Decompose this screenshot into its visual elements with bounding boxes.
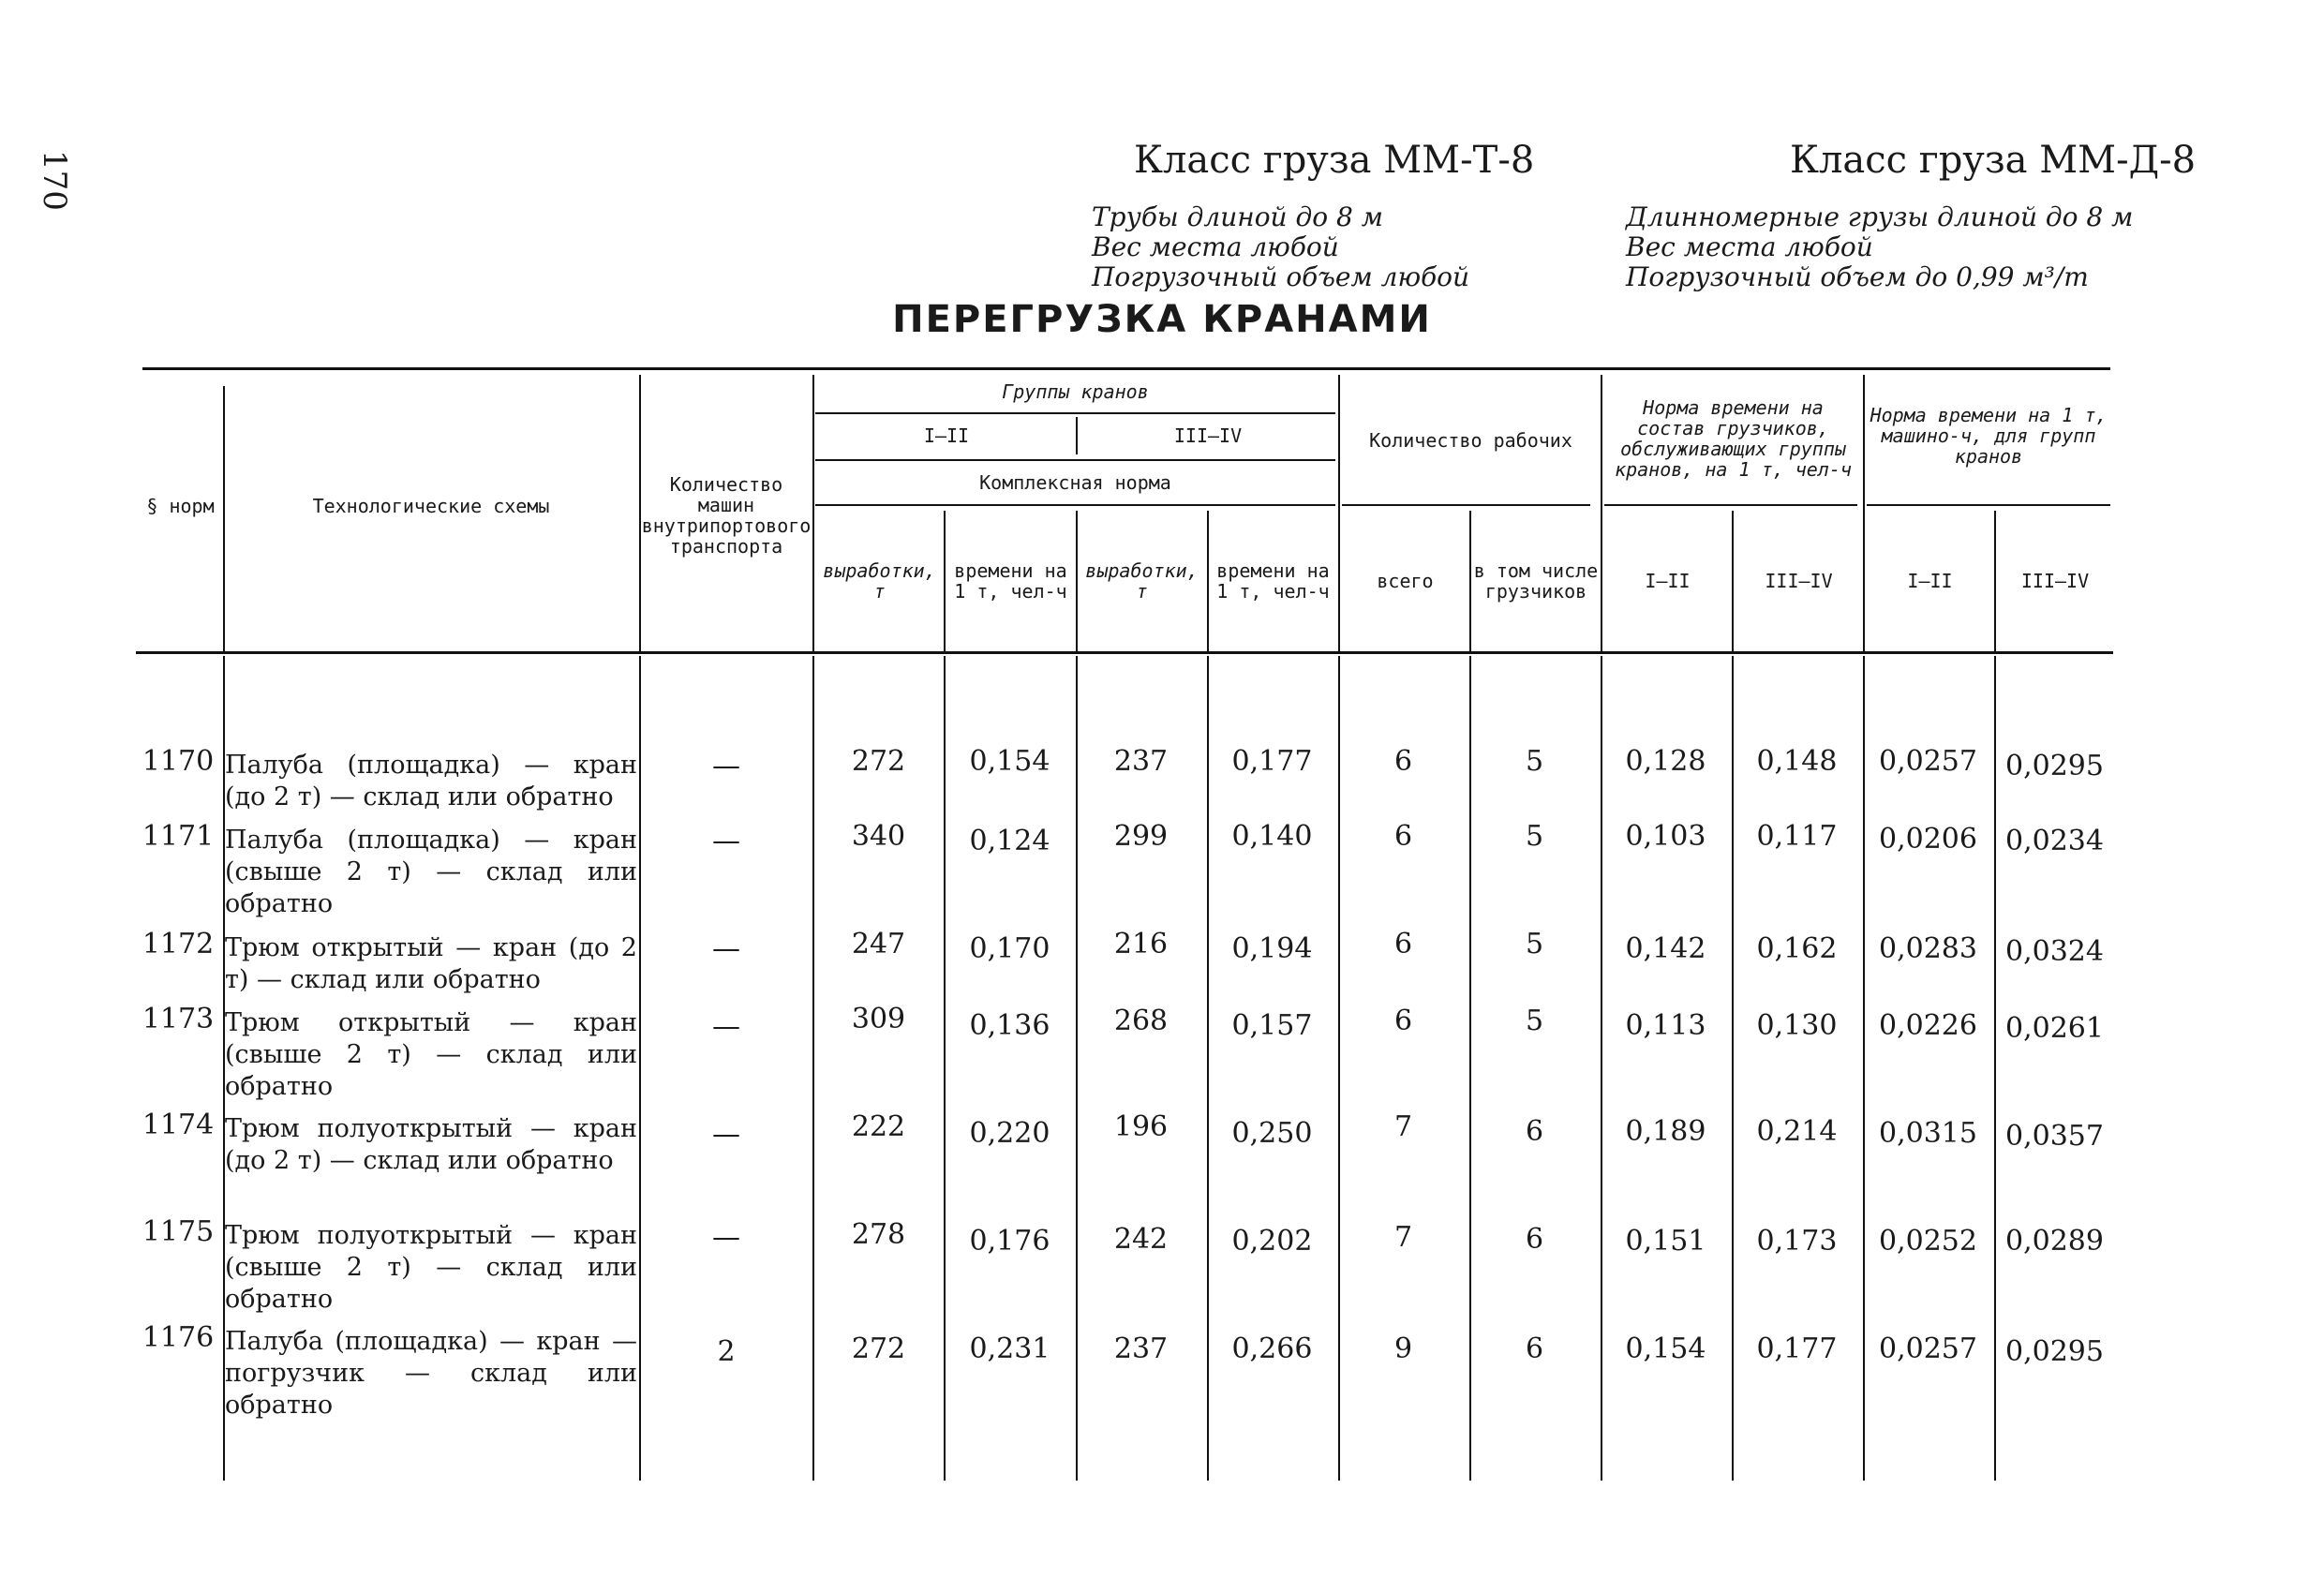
row-scheme: Палуба (площадка) — кран — погрузчик — склад или обратно [225,1327,637,1420]
vrule [944,511,946,651]
page-number: 170 [36,150,73,211]
header-machine-norm: Норма времени на 1 т, машино-ч, для групп кранов [1870,404,2108,468]
header-output-g34: выработки, т [1085,559,1199,603]
vrule [223,386,225,651]
groups-rule [815,412,1335,414]
row-crew12: 0,103 [1625,820,1706,853]
row-out12: 222 [851,1110,906,1143]
row-time34: 0,250 [1231,1117,1313,1150]
workers-rule [1342,504,1590,506]
groups-sub-rule [815,459,1335,461]
header-bottom-rule [136,651,2113,654]
row-time12: 0,124 [969,825,1050,857]
row-out12: 309 [851,1003,906,1035]
row-scheme: Трюм открытый — кран (до 2 т) — склад или обратно [225,933,637,994]
header-crane-groups: Группы кранов [1002,380,1149,403]
row-time34: 0,194 [1231,932,1313,965]
machine-rule [1867,504,2110,506]
row-machines: — [712,1010,740,1043]
row-total: 6 [1393,1005,1413,1037]
row-total: 6 [1393,820,1413,853]
left-class-line: Трубы длиной до 8 м [1092,201,1383,232]
header-mach-g12: I—II [1907,570,1953,592]
row-machines: — [712,750,740,782]
row-loaders: 5 [1525,745,1544,778]
row-time34: 0,177 [1231,745,1313,778]
vrule [1863,375,1865,651]
row-mach12: 0,0252 [1879,1225,1977,1258]
header-time-g34: времени на 1 т, чел-ч [1216,559,1330,603]
row-scheme: Палуба (площадка) — кран (свыше 2 т) — склад или обратно [225,826,637,918]
header-complex-norm: Комплексная норма [979,471,1171,494]
row-time12: 0,154 [969,745,1050,778]
vrule [812,375,814,651]
header-crew-g34: III—IV [1765,570,1833,592]
row-crew12: 0,113 [1625,1009,1706,1042]
row-out12: 272 [851,1332,906,1365]
header-total: всего [1377,570,1434,592]
row-out12: 247 [851,928,906,960]
row-crew34: 0,162 [1756,932,1838,965]
left-class-line: Погрузочный объем любой [1092,261,1470,292]
row-machines: — [712,825,740,857]
row-loaders: 5 [1525,1005,1544,1037]
row-out34: 242 [1113,1223,1169,1256]
header-mach-g34: III—IV [2020,570,2090,592]
vrule [1076,511,1078,651]
row-mach34: 0,0234 [2005,825,2104,857]
section-title: ПЕРЕГРУЗКА КРАНАМИ [892,298,1432,341]
row-out34: 196 [1113,1110,1169,1143]
row-mach12: 0,0315 [1879,1117,1977,1150]
row-out34: 216 [1113,928,1169,960]
header-workers: Количество рабочих [1369,429,1572,452]
row-out34: 268 [1113,1005,1169,1037]
row-time12: 0,231 [969,1332,1050,1365]
row-machines: 2 [717,1335,736,1368]
row-norm: 1175 [142,1215,215,1248]
row-scheme: Палуба (площадка) — кран (до 2 т) — склад или обратно [225,751,637,811]
vrule [944,656,946,1481]
row-crew34: 0,214 [1756,1115,1838,1148]
row-out34: 299 [1113,820,1169,853]
row-time34: 0,202 [1231,1225,1313,1258]
row-scheme: Трюм полуоткрытый — кран (свыше 2 т) — склад или обратно [225,1221,637,1314]
left-class-info [1092,202,1469,292]
row-scheme: Трюм открытый — кран (свыше 2 т) — склад или обратно [225,1008,637,1101]
row-machines: — [712,932,740,965]
row-mach12: 0,0257 [1879,745,1977,778]
row-loaders: 6 [1525,1332,1544,1365]
row-loaders: 5 [1525,928,1544,960]
row-machines: — [712,1221,740,1254]
row-out34: 237 [1113,1332,1169,1365]
row-norm: 1173 [142,1003,215,1035]
row-loaders: 6 [1525,1223,1544,1256]
row-norm: 1172 [142,928,215,960]
right-class-info [1626,202,2133,292]
header-g12: I—II [923,424,970,447]
vrule [812,656,814,1481]
row-mach12: 0,0206 [1879,823,1977,856]
row-norm: 1171 [142,820,215,853]
row-mach34: 0,0357 [2005,1120,2104,1153]
row-mach34: 0,0295 [2005,1335,2104,1368]
row-mach12: 0,0257 [1879,1332,1977,1365]
row-norm: 1170 [142,745,215,778]
row-loaders: 5 [1525,820,1544,853]
row-total: 6 [1393,745,1413,778]
vrule [1732,511,1734,651]
row-time12: 0,220 [969,1117,1050,1150]
row-crew12: 0,154 [1625,1332,1706,1365]
row-total: 9 [1393,1332,1413,1365]
right-class-line: Длинномерные грузы длиной до 8 м [1626,201,2134,232]
vrule [1469,511,1471,651]
right-class-line: Вес места любой [1626,231,1873,262]
row-total: 7 [1393,1221,1413,1254]
header-machines: Количество машин внутрипортового транспорта [641,473,812,558]
row-crew12: 0,151 [1625,1225,1706,1258]
row-machines: — [712,1118,740,1151]
row-crew34: 0,130 [1756,1009,1838,1042]
row-time34: 0,266 [1231,1332,1313,1365]
row-out12: 278 [851,1218,906,1251]
header-incl-loaders: в том числе грузчиков [1473,559,1599,603]
row-out12: 272 [851,745,906,778]
row-time34: 0,140 [1231,820,1313,853]
row-time12: 0,176 [969,1225,1050,1258]
row-time12: 0,170 [969,932,1050,965]
row-total: 6 [1393,928,1413,960]
table-top-rule [142,367,2110,370]
crew-rule [1604,504,1857,506]
header-norm: § норм [146,495,215,517]
row-scheme: Трюм полуоткрытый — кран (до 2 т) — склад или обратно [225,1114,637,1175]
header-crew-g12: I—II [1645,570,1691,592]
left-class-line: Вес места любой [1092,231,1339,262]
row-loaders: 6 [1525,1115,1544,1148]
row-mach34: 0,0289 [2005,1225,2104,1258]
row-mach34: 0,0295 [2005,750,2104,782]
row-crew12: 0,142 [1625,932,1706,965]
vrule [639,656,641,1481]
row-crew12: 0,128 [1625,745,1706,778]
header-time-g12: времени на 1 т, чел-ч [954,559,1067,603]
row-time34: 0,157 [1231,1009,1313,1042]
vrule [639,375,641,651]
right-class-line: Погрузочный объем до 0,99 м³/т [1626,261,2089,292]
row-norm: 1176 [142,1321,215,1354]
row-mach12: 0,0226 [1879,1009,1977,1042]
row-total: 7 [1393,1110,1413,1143]
row-mach34: 0,0324 [2005,935,2104,968]
row-crew34: 0,173 [1756,1225,1838,1258]
right-class-title: Класс груза ММ-Д-8 [1790,139,2197,182]
left-class-title: Класс груза ММ-Т-8 [1134,139,1535,182]
row-mach34: 0,0261 [2005,1012,2104,1045]
row-crew34: 0,148 [1756,745,1838,778]
vrule [1207,511,1209,651]
row-time12: 0,136 [969,1009,1050,1042]
row-crew34: 0,117 [1756,820,1838,853]
row-out34: 237 [1113,745,1169,778]
complex-rule [815,504,1335,506]
header-crew-norm: Норма времени на состав грузчиков, обслуживающих группы кранов, на 1 т, чел-ч [1615,395,1852,481]
header-output-g12: выработки, т [823,559,936,603]
row-crew34: 0,177 [1756,1332,1838,1365]
vrule [1994,511,1996,651]
row-mach12: 0,0283 [1879,932,1977,965]
vrule [1338,375,1340,651]
vrule [1601,375,1602,651]
row-out12: 340 [851,820,906,853]
row-crew12: 0,189 [1625,1115,1706,1148]
header-g34: III—IV [1173,424,1243,447]
row-norm: 1174 [142,1109,215,1141]
header-schemes: Технологические схемы [312,495,550,517]
